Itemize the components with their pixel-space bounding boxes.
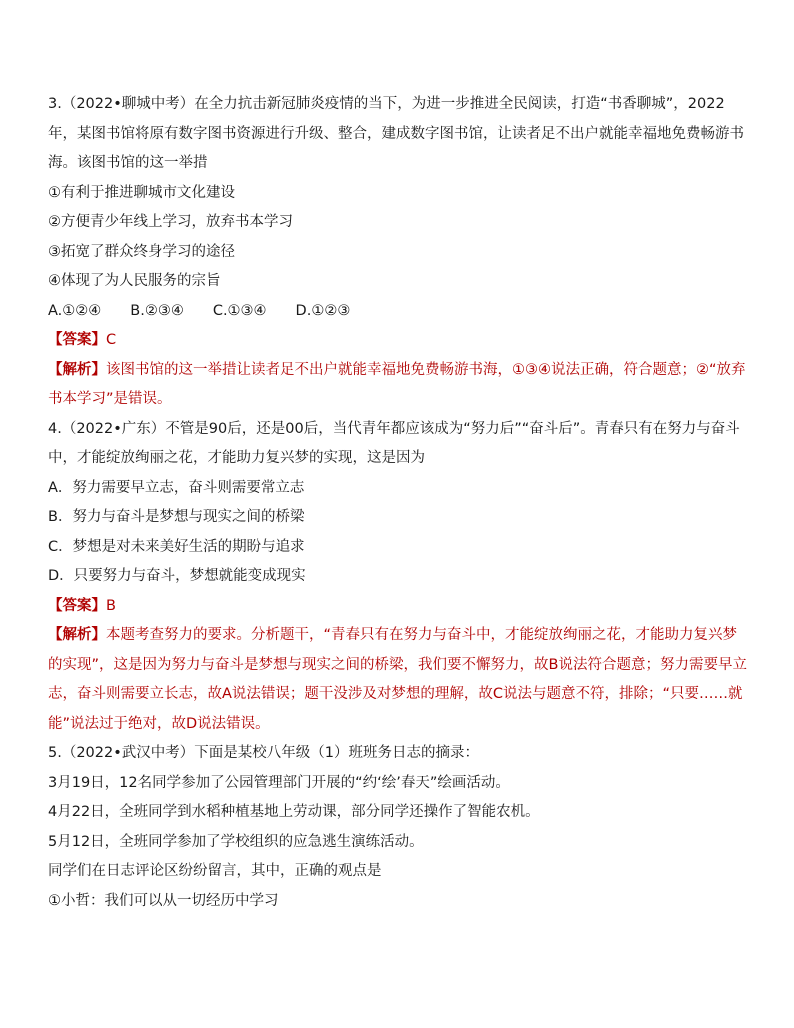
question-5-line-2: 4月22日，全班同学到水稻种植基地上劳动课，部分同学还操作了智能农机。 xyxy=(48,804,540,820)
question-5-stem: 5.（2022•武汉中考）下面是某校八年级（1）班班务日志的摘录： xyxy=(48,745,480,761)
question-3-stem: 3.（2022•聊城中考）在全力抗击新冠肺炎疫情的当下，为进一步推进全民阅读，打造“书香聊城”，2022年，某图书馆将原有数字图书资源进行升级、整合，建成数字图书馆，让读者足不出户就能幸福地免费畅游书海。该图书馆的这一举措 xyxy=(48,96,744,171)
question-4-stem: 4.（2022•广东）不管是90后，还是00后，当代青年都应该成为“努力后”“奋斗后”。青春只有在努力与奋斗中，才能绽放绚丽之花，才能助力复兴梦的实现，这是因为 xyxy=(48,420,740,466)
analysis-label: 【解析】 xyxy=(48,361,106,378)
answer-value: B xyxy=(106,597,116,614)
question-3-item-3: ③拓宽了群众终身学习的途径 xyxy=(48,243,235,260)
answer-label: 【答案】 xyxy=(48,332,106,348)
question-3-answer xyxy=(48,326,748,356)
analysis-text: 本题考查努力的要求。分析题干，“青春只有在努力与奋斗中，才能绽放绚丽之花，才能助力复兴梦的实现”，这是因为努力与奋斗是梦想与现实之间的桥梁，我们要不懈努力，故B说法符合题意；努力需要早立志，奋斗则需要立长志，故A说法错误；题干没涉及对梦想的理解，故C说法与题意不符，排除；“只要……就能”说法过于绝对，故D说法错误。 xyxy=(48,627,747,732)
analysis-label: 【解析】 xyxy=(48,627,106,643)
question-3 xyxy=(48,90,748,415)
question-4-analysis xyxy=(48,621,748,739)
question-4-option-c: C．梦想是对未来美好生活的期盼与追求 xyxy=(48,538,305,555)
answer-label: 【答案】 xyxy=(48,597,106,614)
answer-value: C xyxy=(106,332,117,348)
question-5 xyxy=(48,739,748,916)
question-5-line-4: 同学们在日志评论区纷纷留言，其中，正确的观点是 xyxy=(48,863,382,879)
question-3-analysis xyxy=(48,356,748,415)
question-5-line-5: ①小哲：我们可以从一切经历中学习 xyxy=(48,892,279,909)
question-3-item-4: ④体现了为人民服务的宗旨 xyxy=(48,273,221,289)
question-4-option-d: D．只要努力与奋斗，梦想就能变成现实 xyxy=(48,568,306,584)
document-page xyxy=(48,90,748,916)
question-4 xyxy=(48,415,748,740)
analysis-text: 该图书馆的这一举措让读者足不出户就能幸福地免费畅游书海，①③④说法正确，符合题意；②“放弃书本学习”是错误。 xyxy=(48,361,746,407)
question-4-option-a: A．努力需要早立志，奋斗则需要常立志 xyxy=(48,479,305,496)
question-5-line-3: 5月12日，全班同学参加了学校组织的应急逃生演练活动。 xyxy=(48,833,424,850)
question-3-item-2: ②方便青少年线上学习，放弃书本学习 xyxy=(48,214,293,230)
question-3-options: A.①②④ B.②③④ C.①③④ D.①②③ xyxy=(48,302,351,319)
question-4-option-b: B．努力与奋斗是梦想与现实之间的桥梁 xyxy=(48,509,305,525)
question-4-answer xyxy=(48,592,748,622)
question-3-item-1: ①有利于推进聊城市文化建设 xyxy=(48,184,235,201)
question-5-line-1: 3月19日，12名同学参加了公园管理部门开展的“约‘绘’春天”绘画活动。 xyxy=(48,774,510,791)
